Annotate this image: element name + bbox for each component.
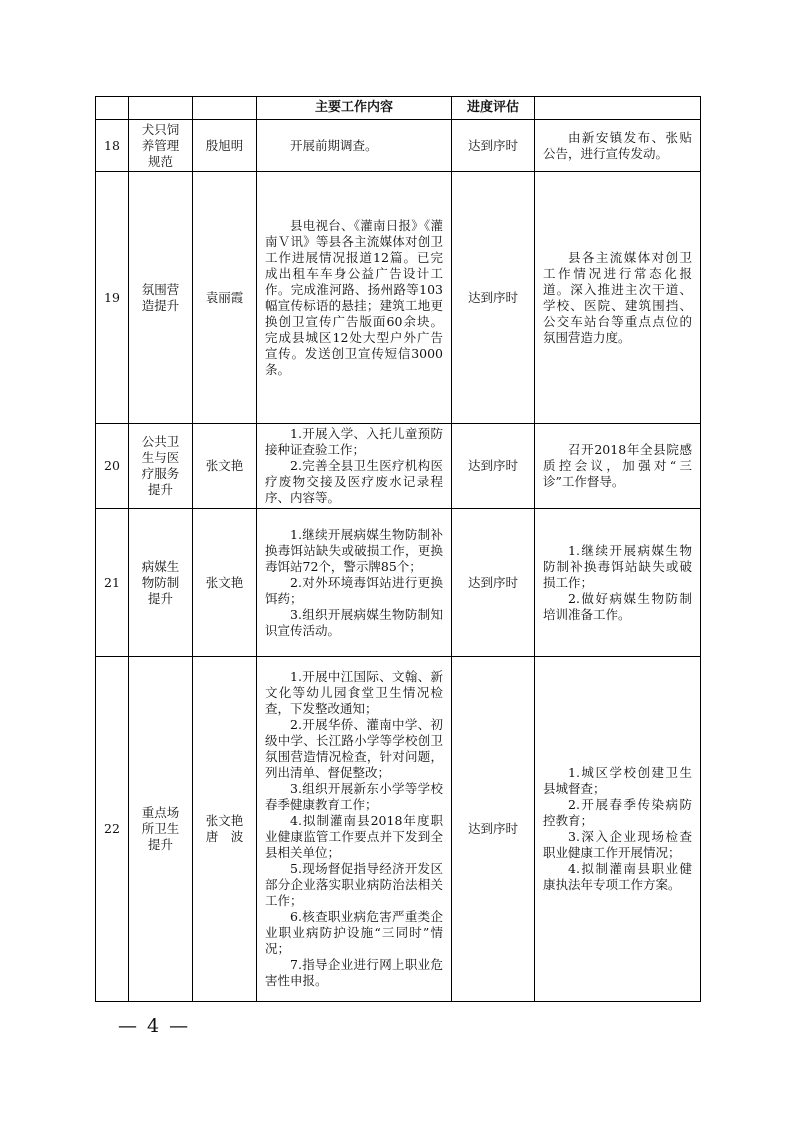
- cell-text: 5.现场督促指导经济开发区部分企业落实职业病防治法相关工作；: [265, 861, 443, 908]
- table-row: [96, 172, 701, 424]
- cell-text: 7.指导企业进行网上职业危害性申报。: [265, 957, 443, 988]
- cell-text: 开展前期调查。: [290, 137, 378, 153]
- row-number: 20: [96, 424, 129, 509]
- project-name: [129, 657, 193, 1002]
- cell-text: 2.完善全县卫生医疗机构医疗废物交接及医疗废水记录程序、内容等。: [265, 458, 443, 505]
- header-cell: [129, 97, 193, 120]
- cell-text: 养管理: [141, 137, 180, 153]
- progress-status: 达到序时: [452, 509, 535, 657]
- work-content: [257, 172, 452, 424]
- row-number: 19: [96, 172, 129, 424]
- next-plan: [535, 424, 701, 509]
- progress-status: 达到序时: [452, 424, 535, 509]
- cell-text: 犬只饲: [141, 121, 180, 137]
- project-name: [129, 424, 193, 509]
- work-content: [257, 509, 452, 657]
- project-name: [129, 120, 193, 172]
- row-number: 21: [96, 509, 129, 657]
- row-number: 22: [96, 657, 129, 1002]
- responsible-person: [193, 509, 257, 657]
- progress-status: 达到序时: [452, 657, 535, 1002]
- page-number: — 4 —: [118, 1015, 191, 1037]
- cell-text: 2.对外环境毒饵站进行更换饵药；: [265, 574, 443, 606]
- work-content: [257, 657, 452, 1002]
- cell-text: 县各主流媒体对创卫工作情况进行常态化报道。深入推进主次干道、学校、医院、建筑围挡、公交车站台等重点点位的氛围营造力度。: [543, 249, 692, 345]
- table-row: [96, 509, 701, 657]
- cell-text: 1.开展中江国际、文翰、新文化等幼儿园食堂卫生情况检查，下发整改通知；: [265, 669, 443, 716]
- cell-text: 张文艳: [205, 574, 244, 590]
- cell-text: 重点场: [141, 805, 180, 820]
- project-name: [129, 509, 193, 657]
- cell-text: 召开2018年全县院感质控会议，加强对“三诊”工作督导。: [543, 442, 692, 489]
- cell-text: 3.深入企业现场检查职业健康工作开展情况；: [543, 829, 692, 860]
- project-name: [129, 172, 193, 424]
- cell-text: 公共卫: [141, 434, 180, 449]
- cell-text: 3.组织开展病媒生物防制知识宣传活动。: [265, 606, 443, 638]
- cell-text: 规范: [147, 153, 173, 169]
- cell-text: 唐 波: [205, 829, 244, 844]
- work-content: [257, 120, 452, 172]
- cell-text: 物防制: [141, 574, 180, 590]
- cell-text: 2.开展春季传染病防控教育；: [543, 797, 692, 828]
- header-progress: 进度评估: [452, 97, 535, 120]
- next-plan: [535, 172, 701, 424]
- header-cell: [96, 97, 129, 120]
- cell-text: 生与医: [141, 450, 180, 465]
- table-header-row: [96, 97, 701, 120]
- table-row: [96, 657, 701, 1002]
- cell-text: 4.拟制灌南县职业健康执法年专项工作方案。: [543, 861, 692, 892]
- cell-text: 提升: [147, 482, 173, 497]
- cell-text: 县电视台、《灌南日报》《灌南Ｖ讯》等县各主流媒体对创卫工作进展情况报道12篇。已完成出租车车身公益广告设计工作。完成淮河路、扬州路等103幅宣传标语的悬挂；建筑工地更换创卫宣传广告版面60余块。完成县城区12处大型户外广告宣传。发送创卫宣传短信3000条。: [265, 217, 443, 377]
- cell-text: 袁丽霞: [205, 289, 244, 305]
- work-content: [257, 424, 452, 509]
- responsible-person: [193, 657, 257, 1002]
- cell-text: 氛围营: [141, 281, 180, 297]
- next-plan: [535, 120, 701, 172]
- cell-text: 张文艳: [205, 458, 244, 473]
- responsible-person: [193, 424, 257, 509]
- cell-text: 病媒生: [141, 558, 180, 574]
- progress-status: 达到序时: [452, 172, 535, 424]
- cell-text: 造提升: [141, 297, 180, 313]
- cell-text: 殷旭明: [205, 137, 244, 153]
- next-plan: [535, 657, 701, 1002]
- next-plan: [535, 509, 701, 657]
- work-progress-table: [95, 96, 701, 1002]
- cell-text: 2.做好病媒生物防制培训准备工作。: [543, 590, 692, 622]
- cell-text: 4.拟制灌南县2018年度职业健康监管工作要点并下发到全县相关单位；: [265, 813, 443, 860]
- progress-status: 达到序时: [452, 120, 535, 172]
- cell-text: 1.城区学校创建卫生县城督查；: [543, 765, 692, 796]
- cell-text: 提升: [147, 590, 173, 606]
- cell-text: 1.继续开展病媒生物防制补换毒饵站缺失或破损工作，更换毒饵站72个，警示牌85个；: [265, 526, 443, 574]
- cell-text: 所卫生: [141, 821, 180, 836]
- table-row: [96, 424, 701, 509]
- table-row: [96, 120, 701, 172]
- header-cell: [535, 97, 701, 120]
- header-cell: [193, 97, 257, 120]
- header-content: 主要工作内容: [257, 97, 452, 120]
- responsible-person: [193, 172, 257, 424]
- cell-text: 6.核查职业病危害严重类企业职业病防护设施“三同时”情况；: [265, 909, 443, 956]
- cell-text: 张文艳: [205, 813, 244, 828]
- row-number: 18: [96, 120, 129, 172]
- cell-text: 3.组织开展新东小学等学校春季健康教育工作；: [265, 781, 443, 812]
- cell-text: 1.开展入学、入托儿童预防接种证查验工作；: [265, 426, 443, 457]
- cell-text: 疗服务: [141, 466, 180, 481]
- cell-text: 提升: [147, 837, 173, 852]
- cell-text: 2.开展华侨、灌南中学、初级中学、长江路小学等学校创卫氛围营造情况检查，针对问题，列出清单、督促整改；: [265, 717, 443, 780]
- cell-text: 1.继续开展病媒生物防制补换毒饵站缺失或破损工作；: [543, 542, 692, 590]
- responsible-person: [193, 120, 257, 172]
- cell-text: 由新安镇发布、张贴公告，进行宣传发动。: [543, 129, 692, 161]
